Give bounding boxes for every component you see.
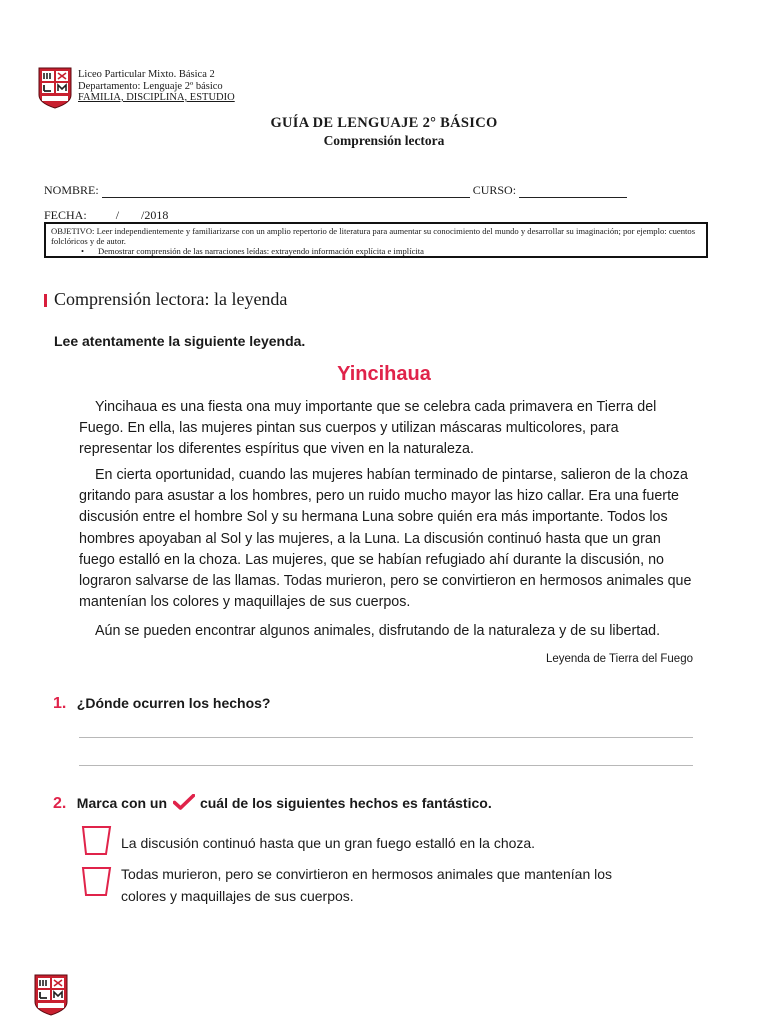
nombre-field[interactable] <box>102 186 470 198</box>
story-paragraph-2 <box>79 465 695 613</box>
story-title: Yincihaua <box>337 363 431 385</box>
school-motto: FAMILIA, DISCIPLINA, ESTUDIO <box>78 92 235 103</box>
story-source: Leyenda de Tierra del Fuego <box>545 653 693 665</box>
answer-line-2[interactable] <box>79 765 693 766</box>
curso-field[interactable] <box>519 186 627 198</box>
option-1-checkbox[interactable] <box>80 825 113 856</box>
option-2-checkbox[interactable] <box>80 866 113 897</box>
fecha-row: FECHA: / /2018 <box>44 208 169 222</box>
question-number: 2. <box>53 795 67 812</box>
answer-line-1[interactable] <box>79 737 693 738</box>
department: Departamento: Lenguaje 2º básico <box>78 80 223 92</box>
page-subtitle: Comprensión lectora <box>323 133 445 148</box>
story-paragraph-1 <box>79 397 695 461</box>
section-marker <box>44 294 47 307</box>
question-text-before: Marca con un <box>76 795 168 811</box>
objective-box <box>44 222 708 258</box>
paragraph-text: Yincihaua es una fiesta ona muy importante que se celebra cada primavera en Tierra del Fuego. En ella, las mujeres pintan sus cuerpos y utilizan máscaras multicolores, para representar los diferentes espíritus que viven en la naturaleza. <box>79 399 657 458</box>
story-paragraph-3 <box>79 621 695 642</box>
question-text: ¿Dónde ocurren los hechos? <box>76 695 271 711</box>
question-number: 1. <box>53 695 67 712</box>
instruction: Lee atentamente la siguiente leyenda. <box>54 333 306 349</box>
objective-bullet: • Demostrar comprensión de las narraciones leídas: extrayendo información explícita e implícita <box>51 246 701 256</box>
question-text-after: cuál de los siguientes hechos es fantástico. <box>199 795 492 811</box>
fecha-year: /2018 <box>141 208 169 222</box>
nombre-label: NOMBRE: <box>44 183 99 197</box>
checkmark-icon <box>173 794 195 810</box>
school-info <box>78 69 235 104</box>
fecha-label: FECHA: <box>44 208 87 222</box>
paragraph-text: En cierta oportunidad, cuando las mujeres habían terminado de pintarse, salieron de la choza gritando para asustar a los hombres, pero un ruido mucho mayor las hizo callar. Era una fuerte discusión entre el hombre Sol y su hermana Luna sobre quién era más importante. Todos los hombres apoyaban al Sol y las mujeres, a la Luna. La discusión continuó hasta que un gran fuego estalló en la choza. Las mujeres, que se habían refugiado ahí durante la discusión, no lograron salvarse de las llamas. Todas murieron, pero se convirtieron en hermosos animales que mantenían los colores y maquillajes de sus cuerpos. <box>79 467 692 611</box>
school-crest-icon <box>33 972 69 1016</box>
option-2-text: Todas murieron, pero se convirtieron en hermosos animales que mantenían los colores y maquillajes de sus cuerpos. <box>121 866 613 904</box>
objective-text: OBJETIVO: Leer independientemente y familiarizarse con un amplio repertorio de literatura para aumentar su conocimiento del mundo y desarrollar su imaginación; por ejemplo: cuentos folclóricos y de autor. <box>51 226 696 246</box>
page-title: GUÍA DE LENGUAJE 2° BÁSICO <box>270 115 498 131</box>
paragraph-text: Aún se pueden encontrar algunos animales, disfrutando de la naturaleza y de su libertad. <box>95 623 661 639</box>
section-title: Comprensión lectora: la leyenda <box>54 289 288 309</box>
school-name: Liceo Particular Mixto. Básica 2 <box>78 69 215 80</box>
question-2 <box>53 794 492 813</box>
curso-label: CURSO: <box>472 183 517 197</box>
option-1-text: La discusión continuó hasta que un gran fuego estalló en la choza. <box>121 835 536 851</box>
nombre-row <box>44 183 627 198</box>
school-crest-icon <box>37 65 73 109</box>
question-1 <box>53 695 271 713</box>
